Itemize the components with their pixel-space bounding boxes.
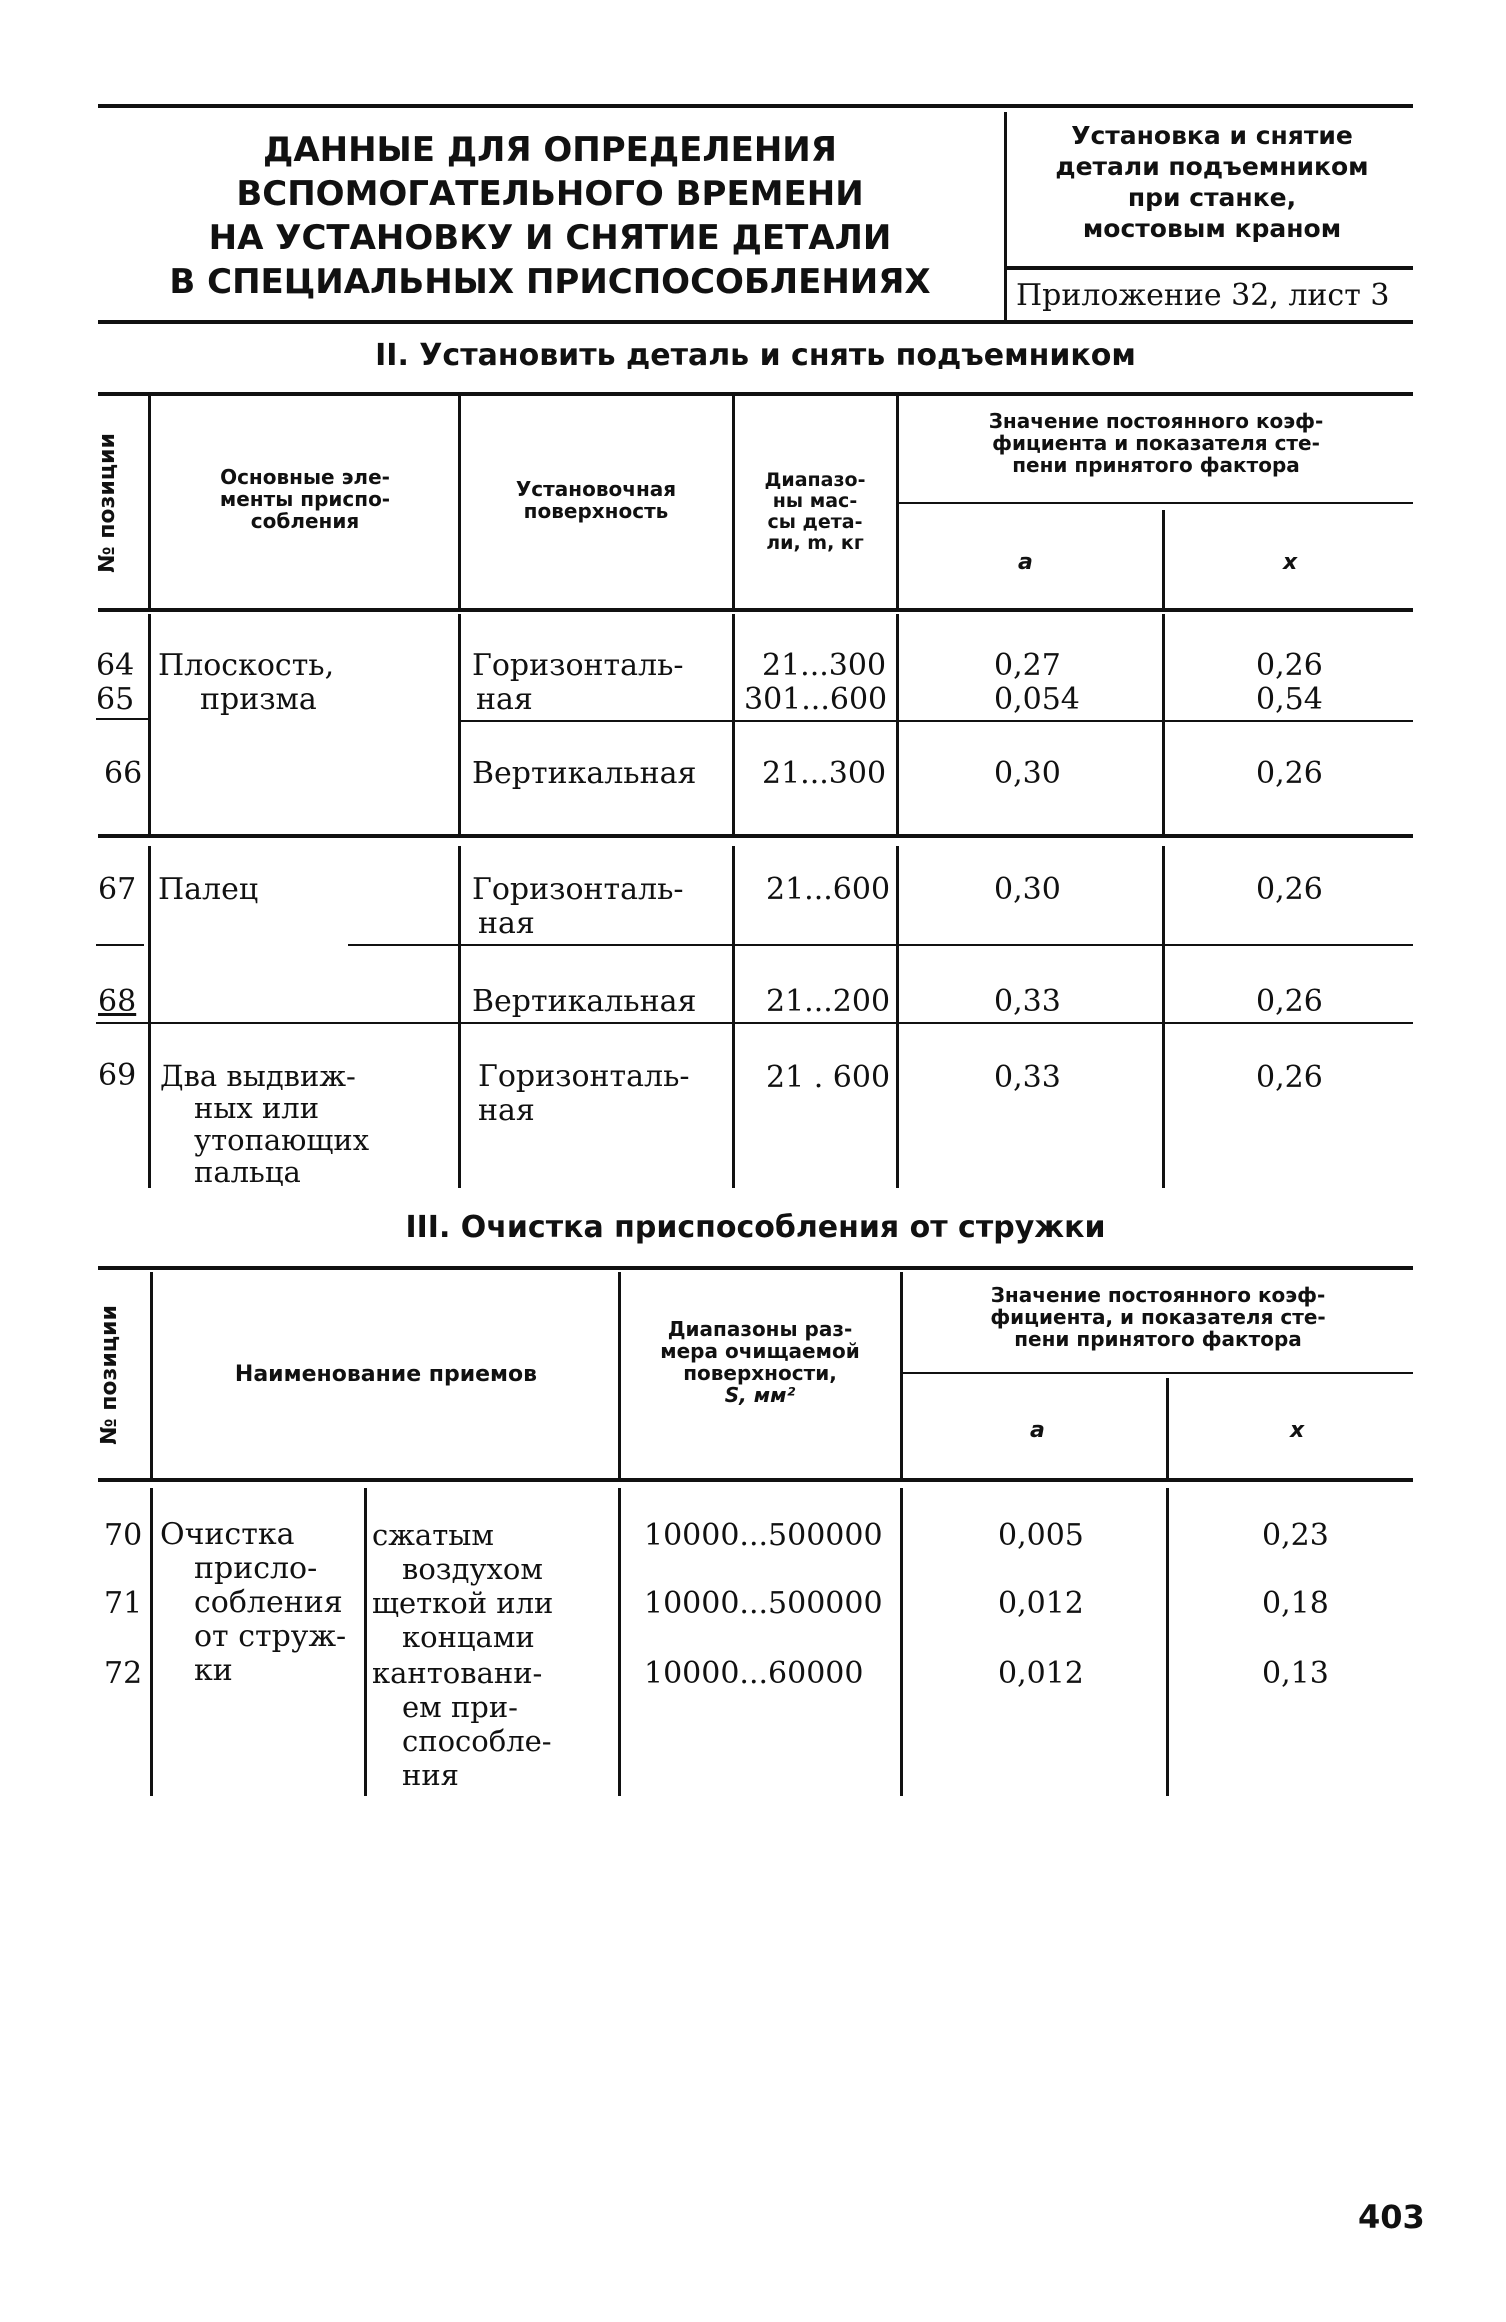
row-rule (96, 1022, 1413, 1024)
header-elements (155, 466, 455, 532)
header-line: Диапазоны раз- (667, 1317, 853, 1341)
col-divider (148, 396, 151, 608)
col-divider (1166, 1488, 1169, 1796)
header-mass-range (736, 470, 894, 554)
method-line: концами (402, 1620, 535, 1654)
header-line: сы дета- (767, 511, 863, 533)
table-ii-top-rule (98, 392, 1413, 396)
table-ii-header-rule (98, 608, 1413, 612)
appendix-label: Приложение 32, лист 3 (1016, 278, 1390, 313)
coef-subheader-rule (898, 502, 1413, 504)
col-divider (732, 396, 735, 608)
row-x: 0,18 (1262, 1586, 1329, 1621)
title-line: ВСПОМОГАТЕЛЬНОГО ВРЕМЕНИ (236, 174, 864, 214)
header-x: x (1290, 1418, 1305, 1443)
col-divider (900, 1272, 903, 1478)
header-position: № позиции (97, 1305, 122, 1445)
coef-subheader-rule (902, 1372, 1413, 1374)
header-a: a (1030, 1418, 1045, 1443)
header-line: поверхность (523, 499, 669, 523)
row-a: 0,30 (994, 872, 1061, 907)
group-line: собления (194, 1585, 343, 1620)
method-line: воздухом (402, 1552, 543, 1586)
method-line: кантовани- (372, 1656, 543, 1690)
header-line: собления (250, 509, 360, 533)
element-line: пальца (194, 1155, 301, 1189)
group-line: ки (194, 1653, 233, 1688)
row-a: 0,005 (998, 1518, 1084, 1553)
row-surface: Вертикальная (472, 756, 697, 791)
table-iii-header-rule (98, 1478, 1413, 1482)
col-divider (732, 614, 735, 836)
group-line: присло- (194, 1551, 318, 1586)
row-method (372, 1586, 553, 1654)
table-iii-top-rule (98, 1266, 1413, 1270)
row-a: 0,054 (994, 682, 1080, 717)
row-x: 0,26 (1256, 1060, 1323, 1095)
row-pos: 70 (104, 1518, 143, 1553)
col-divider (458, 846, 461, 1188)
header-line: S, мм² (724, 1383, 796, 1407)
method-line: щеткой или (372, 1586, 554, 1620)
row-range: 10000...500000 (644, 1586, 883, 1621)
title-line: ДАННЫЕ ДЛЯ ОПРЕДЕЛЕНИЯ (263, 130, 837, 170)
element-line: Два выдвиж- (160, 1059, 356, 1093)
header-line: ли, m, кг (766, 532, 864, 554)
row-a: 0,012 (998, 1586, 1084, 1621)
method-line: ем при- (402, 1690, 518, 1724)
row-surface: ная (476, 682, 533, 717)
row-a: 0,30 (994, 756, 1061, 791)
row-rule (458, 720, 1413, 722)
col-divider (148, 846, 151, 1188)
row-rule (96, 944, 144, 946)
header-line: менты приспо- (219, 487, 391, 511)
row-pos: 67 (98, 872, 137, 907)
title-line: НА УСТАНОВКУ И СНЯТИЕ ДЕТАЛИ (208, 218, 892, 258)
group-rule (98, 834, 1413, 838)
col-divider (732, 846, 735, 1188)
row-x: 0,23 (1262, 1518, 1329, 1553)
row-range: 10000...60000 (644, 1656, 864, 1691)
section-ii-title: II. Установить деталь и снять подъемником (375, 338, 1136, 373)
row-range: 10000...500000 (644, 1518, 883, 1553)
row-element: Палец (158, 872, 259, 907)
header-line: Значение постоянного коэф- (988, 409, 1324, 433)
group-line: от струж- (194, 1619, 347, 1654)
header-line: Основные эле- (220, 465, 390, 489)
header-line: ны мас- (772, 490, 858, 512)
row-range: 21 . 600 (766, 1060, 891, 1095)
header-surface (462, 478, 730, 522)
col-divider (150, 1488, 153, 1796)
header-line: пени принятого фактора (1012, 453, 1300, 477)
col-divider (458, 396, 461, 608)
row-pos: 68 (98, 984, 137, 1019)
subject-line: мостовым краном (1082, 214, 1342, 243)
row-method (372, 1518, 543, 1586)
row-a: 0,33 (994, 1060, 1061, 1095)
header-x: x (1283, 550, 1298, 575)
surface-line: ная (478, 1093, 535, 1128)
row-range: 21...200 (766, 984, 891, 1019)
col-divider (618, 1272, 621, 1478)
col-divider (1162, 614, 1165, 836)
row-a: 0,012 (998, 1656, 1084, 1691)
header-divider (1004, 112, 1007, 322)
element-line: ных или (194, 1091, 320, 1125)
row-pos: 66 (104, 756, 143, 791)
subject-line: при станке, (1127, 183, 1297, 212)
page-number: 403 (1358, 2198, 1425, 2236)
header-coefficient (900, 410, 1412, 476)
header-bottom-rule (98, 320, 1413, 324)
row-x: 0,26 (1256, 872, 1323, 907)
col-divider (618, 1488, 621, 1796)
method-group (160, 1518, 346, 1688)
header-line: поверхности, (683, 1361, 837, 1385)
row-rule (96, 718, 148, 720)
row-x: 0,26 (1256, 984, 1323, 1019)
subject-line: детали подъемником (1055, 152, 1369, 181)
row-x: 0,54 (1256, 682, 1323, 717)
header-line: мера очищаемой (660, 1339, 860, 1363)
header-line: фициента, и показателя сте- (990, 1305, 1326, 1329)
header-coefficient (904, 1284, 1412, 1350)
row-range: 21...600 (766, 872, 891, 907)
row-pos: 71 (104, 1586, 143, 1621)
element-line: утопающих (194, 1123, 370, 1157)
row-pos: 69 (98, 1058, 137, 1093)
surface-line: Горизонталь- (478, 1059, 690, 1094)
method-line: ния (402, 1758, 459, 1792)
group-line: Очистка (160, 1517, 295, 1552)
row-surface (478, 1060, 690, 1128)
row-surface: Вертикальная (472, 984, 697, 1019)
header-line: Значение постоянного коэф- (990, 1283, 1326, 1307)
row-x: 0,13 (1262, 1656, 1329, 1691)
row-range: 21...300 (762, 756, 887, 791)
header-title (120, 128, 980, 304)
method-line: сжатым (372, 1518, 494, 1552)
col-divider (150, 1272, 153, 1478)
row-surface: Горизонталь- (472, 648, 684, 683)
section-iii-title: III. Очистка приспособления от стружки (405, 1210, 1106, 1245)
header-line: Диапазо- (764, 469, 866, 491)
col-divider (1166, 1378, 1169, 1478)
row-x: 0,26 (1256, 756, 1323, 791)
col-divider (896, 614, 899, 836)
row-element: Плоскость, (158, 648, 335, 683)
header-method: Наименование приемов (234, 1362, 538, 1387)
method-line: способле- (402, 1724, 552, 1758)
row-range: 21...300 (762, 648, 887, 683)
row-range: 301...600 (744, 682, 888, 717)
row-rule (348, 944, 1413, 946)
header-line: Установочная (515, 477, 677, 501)
top-rule (98, 104, 1413, 108)
title-line: В СПЕЦИАЛЬНЫХ ПРИСПОСОБЛЕНИЯХ (169, 262, 931, 302)
subject-line: Установка и снятие (1071, 121, 1353, 150)
row-x: 0,26 (1256, 648, 1323, 683)
col-divider (364, 1488, 367, 1796)
row-a: 0,27 (994, 648, 1061, 683)
col-divider (1162, 846, 1165, 1188)
row-element: призма (200, 682, 317, 717)
col-divider (896, 846, 899, 1188)
row-element (160, 1060, 369, 1188)
row-surface: Горизонталь- (472, 872, 684, 907)
row-pos: 64 (96, 648, 135, 683)
header-subject (1012, 120, 1412, 244)
header-surface-range (622, 1318, 898, 1406)
row-a: 0,33 (994, 984, 1061, 1019)
row-surface: ная (478, 906, 535, 941)
header-line: фициента и показателя сте- (992, 431, 1320, 455)
header-position: № позиции (95, 433, 120, 573)
row-method (372, 1656, 552, 1792)
col-divider (148, 614, 151, 836)
header-a: a (1018, 550, 1033, 575)
appendix-rule (1006, 266, 1413, 270)
row-pos: 72 (104, 1656, 143, 1691)
header-line: пени принятого фактора (1014, 1327, 1302, 1351)
col-divider (458, 614, 461, 836)
col-divider (900, 1488, 903, 1796)
row-pos: 65 (96, 682, 135, 717)
col-divider (1162, 510, 1165, 608)
